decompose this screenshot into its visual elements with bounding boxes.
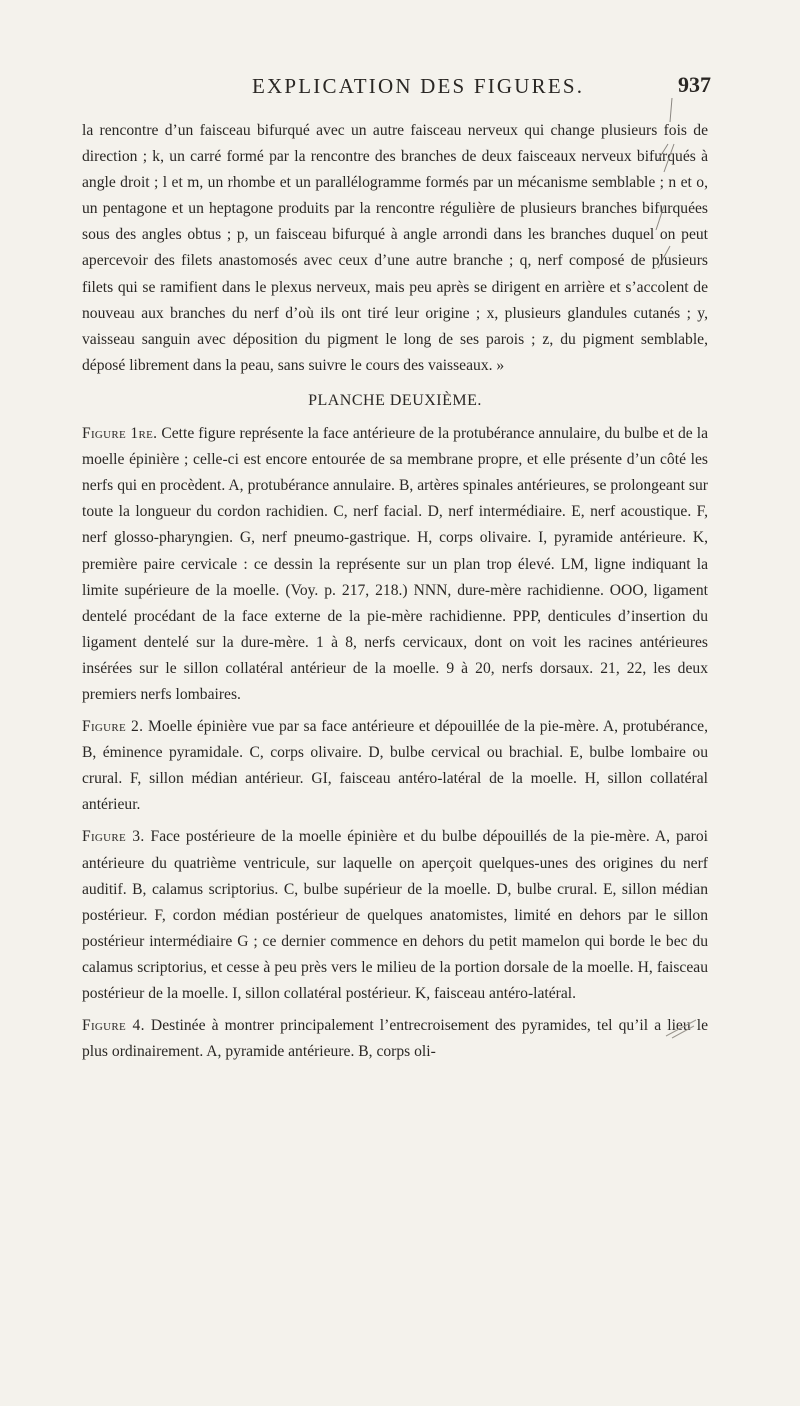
section-title: PLANCHE DEUXIÈME. <box>308 391 482 409</box>
body-text <box>82 118 708 1065</box>
figure-text-4: Destinée à montrer principalement l’entrecroisement des pyramides, tel qu’il a lieu le plus ordinairement. A, pyramide antérieure. B, corps oli- <box>82 1017 709 1061</box>
pencil-mark-icon <box>650 96 680 286</box>
figure-paragraph-3 <box>82 824 708 1007</box>
figure-text-1: Cette figure représente la face antérieure de la protubérance annulaire, du bulbe et de la moelle épinière ; celle-ci est encore entourée de sa membrane propre, et elle présente d’un côté les nerfs qui en procèdent. A, protubérance annulaire. B, artères spinales antérieures, se prolongeant sur toute la longueur du cordon rachidien. C, nerf facial. D, nerf intermédiaire. E, nerf acoustique. F, nerf glosso-pharyngien. G, nerf pneumo-gastrique. H, corps olivaire. I, pyramide antérieure. K, première paire cervicale : ce dessin la représente sur un plan trop élevé. LM, ligne indiquant la limite supérieure de la moelle. (Voy. p. 217, 218.) NNN, dure-mère rachidienne. OOO, ligament dentelé procédant de la face externe de la pie-mère rachidienne. PPP, denticules d’insertion du ligament dentelé sur la dure-mère. 1 à 8, nerfs cervicaux, dont on voit les racines antérieures insérées sur le sillon collatéral antérieur de la moelle. 9 à 20, nerfs dorsaux. 21, 22, les deux premiers nerfs lombaires. <box>82 425 708 703</box>
figure-paragraph-1 <box>82 421 708 708</box>
figure-label-2: Figure 2. <box>82 718 144 736</box>
figure-text-2: Moelle épinière vue par sa face antérieure et dépouillée de la pie-mère. A, protubérance, B, éminence pyramidale. C, corps olivaire. D, bulbe cervical ou brachial. E, bulbe lombaire ou crural. F, sillon médian antérieur. GI, faisceau antéro-latéral de la moelle. H, sillon collatéral antérieur. <box>82 718 708 814</box>
figure-paragraph-4 <box>82 1013 708 1065</box>
figure-label-3: Figure 3. <box>82 828 145 846</box>
page-header <box>0 74 800 102</box>
pencil-tick-icon <box>662 1016 702 1042</box>
figure-label-4: Figure 4. <box>82 1017 145 1035</box>
page-number: 937 <box>678 72 711 97</box>
figure-paragraph-2 <box>82 714 708 818</box>
figure-text-3: Face postérieure de la moelle épinière et du bulbe dépouillés de la pie-mère. A, paroi antérieure du quatrième ventricule, sur laquelle on aperçoit quelques-unes des origines du nerf auditif. B, calamus scriptorius. C, bulbe supérieur de la moelle. D, bulbe crural. E, sillon médian postérieur. F, cordon médian postérieur de quelques anatomistes, limité en dehors par le sillon postérieur intermédiaire G ; ce dernier commence en dehors du petit mamelon qui borde le bec du calamus scriptorius, et cesse à peu près vers le milieu de la portion dorsale de la moelle. H, faisceau postérieur de la moelle. I, sillon collatéral postérieur. K, faisceau antéro-latéral. <box>82 828 709 1002</box>
running-title: EXPLICATION DES FIGURES. <box>252 74 585 98</box>
intro-paragraph: la rencontre d’un faisceau bifurqué avec un autre faisceau nerveux qui change plusieurs fois de direction ; k, un carré formé par la rencontre des branches de deux faisceaux nerveux bifurqués à angle droit ; l et m, un rhombe et un parallélogramme formés par un mécanisme semblable ; n et o, un pentagone et un heptagone produits par la rencontre régulière de plusieurs branches bifurquées sous des angles obtus ; p, un faisceau bifurqué à angle arrondi dans les branches duquel on peut apercevoir des filets anastomosés avec ceux d’une autre branche ; q, nerf composé de plusieurs filets qui se ramifient dans le plexus nerveux, mais peu après se dirigent en arrière et s’accolent de nouveau aux branches du nerf d’où ils ont tiré leur origine ; x, plusieurs glandules cutanés ; y, vaisseau sanguin avec déposition du pigment le long de ses parois ; z, du pigment semblable, déposé librement dans la peau, sans suivre le cours des vaisseaux. » <box>82 122 708 374</box>
figure-label-1: Figure 1re. <box>82 425 158 443</box>
